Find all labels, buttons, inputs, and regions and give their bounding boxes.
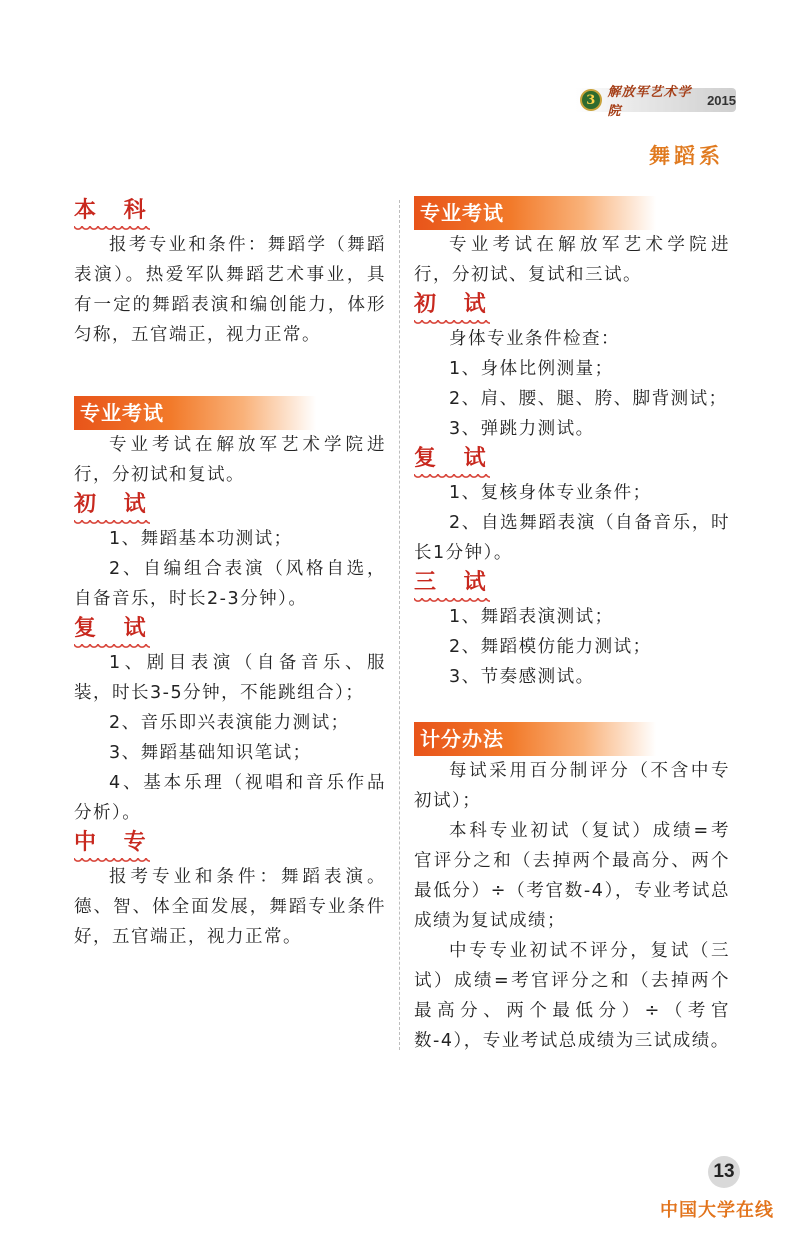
secondary-school-text: 报考专业和条件：舞蹈表演。德、智、体全面发展，舞蹈专业条件好，五官端正，视力正常。 [74,867,386,947]
second-exam-item: 2、自选舞蹈表演（自备音乐，时长1分钟）。 [414,513,730,563]
school-name: 解放军艺术学院 [607,85,692,119]
second-exam-item: 1、剧目表演（自备音乐、服装，时长3-5分钟，不能跳组合）； [74,653,386,703]
scoring-item: 中专专业初试不评分，复试（三试）成绩=考官评分之和（去掉两个最高分、两个最低分）÷（考官数-4），专业考试总成绩为三试成绩。 [414,941,730,1051]
first-exam-item: 3、弹跳力测试。 [449,419,595,439]
third-exam-item: 2、舞蹈模仿能力测试； [449,637,652,657]
third-exam-item: 1、舞蹈表演测试； [449,607,614,627]
first-exam-heading-right: 初 试 [414,290,496,324]
undergrad-heading: 本 科 [74,196,156,230]
right-column [414,196,730,1056]
exam-text-right: 专业考试在解放军艺术学院进行，分初试、复试和三试。 [414,235,730,285]
column-divider [399,200,400,1050]
page-number [708,1156,740,1188]
second-exam-heading-right: 复 试 [414,444,496,478]
exam-banner-left: 专业考试 [74,396,316,430]
left-column [74,196,386,952]
scoring-item: 本科专业初试（复试）成绩=考官评分之和（去掉两个最高分、两个最低分）÷（考官数-4），专业考试总成绩为复试成绩； [414,821,730,931]
first-exam-heading-left: 初 试 [74,490,156,524]
second-exam-item: 3、舞蹈基础知识笔试； [109,743,312,763]
second-exam-item: 2、音乐即兴表演能力测试； [109,713,350,733]
third-exam-heading: 三 试 [414,568,496,602]
first-exam-item: 身体专业条件检查： [449,329,620,349]
scoring-banner: 计分办法 [414,722,656,756]
second-exam-heading-left: 复 试 [74,614,156,648]
undergrad-text: 报考专业和条件：舞蹈学（舞蹈表演）。热爱军队舞蹈艺术事业，具有一定的舞蹈表演和编创能力，体形匀称，五官端正，视力正常。 [74,235,386,345]
first-exam-item: 1、身体比例测量； [449,359,614,379]
exam-text-left: 专业考试在解放军艺术学院进行，分初试和复试。 [74,435,386,485]
first-exam-item: 1、舞蹈基本功测试； [109,529,293,549]
scoring-item: 每试采用百分制评分（不含中专初试）； [414,761,730,811]
department-title: 舞蹈系 [649,144,724,168]
third-exam-item: 3、节奏感测试。 [449,667,595,687]
secondary-school-heading: 中 专 [74,828,156,862]
page-number-text: 13 [713,1161,735,1182]
first-exam-item: 2、肩、腰、腿、胯、脚背测试； [449,389,728,409]
exam-banner-right: 专业考试 [414,196,656,230]
second-exam-item: 1、复核身体专业条件； [449,483,652,503]
school-emblem-icon: 3 [580,89,602,111]
header-year: 2015 [707,92,736,108]
second-exam-item: 4、基本乐理（视唱和音乐作品分析）。 [74,773,386,823]
watermark-text: 中国大学在线 [660,1200,774,1221]
first-exam-item: 2、自编组合表演（风格自选，自备音乐，时长2-3分钟）。 [74,559,386,609]
school-header-badge [576,85,736,119]
